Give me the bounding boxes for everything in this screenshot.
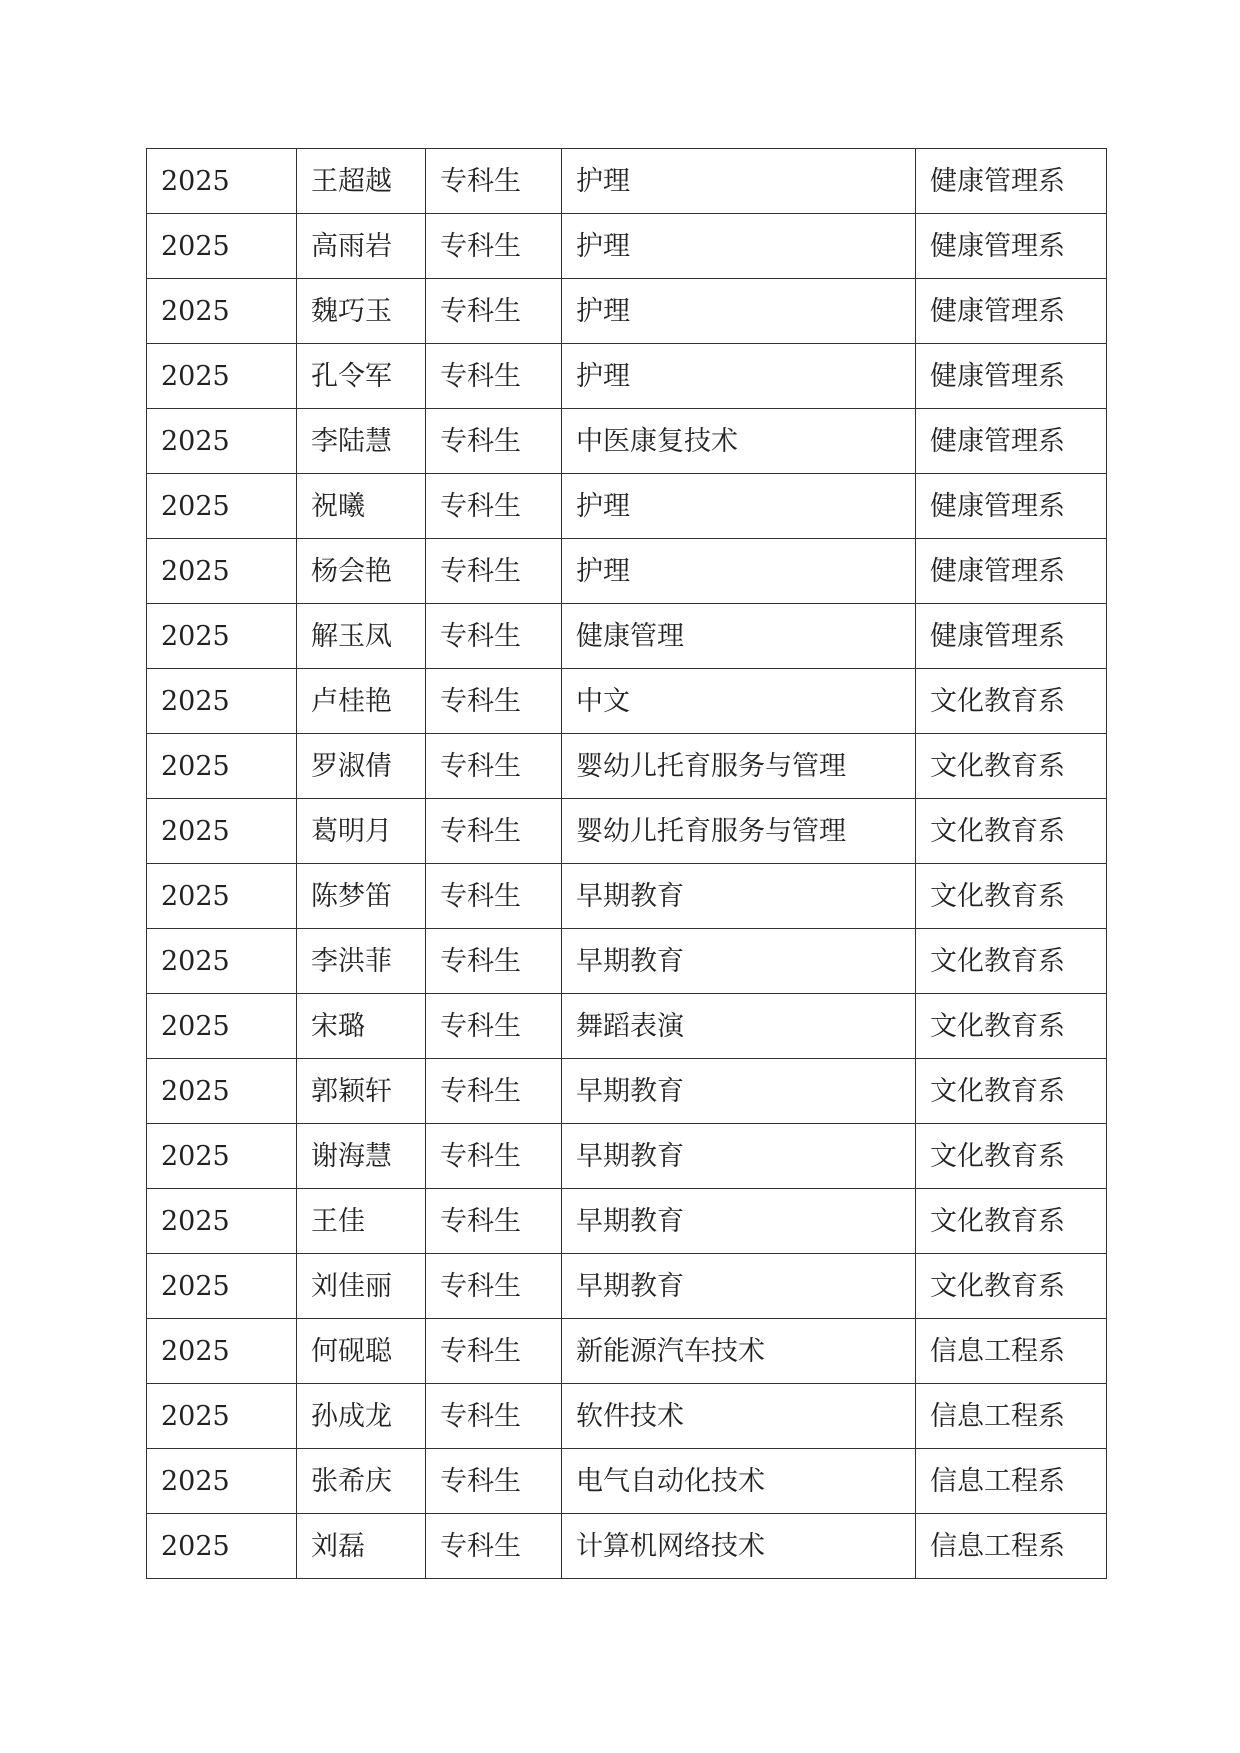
cell-major: 婴幼儿托育服务与管理	[562, 734, 916, 799]
cell-education-level: 专科生	[426, 149, 562, 214]
table-row	[147, 214, 1107, 279]
cell-year: 2025	[147, 1384, 297, 1449]
cell-student-name: 宋璐	[297, 994, 426, 1059]
cell-year: 2025	[147, 1189, 297, 1254]
cell-student-name: 何砚聪	[297, 1319, 426, 1384]
cell-year: 2025	[147, 344, 297, 409]
table-row	[147, 929, 1107, 994]
table-row	[147, 1059, 1107, 1124]
cell-education-level: 专科生	[426, 1124, 562, 1189]
cell-department: 健康管理系	[916, 604, 1107, 669]
cell-major: 早期教育	[562, 864, 916, 929]
cell-education-level: 专科生	[426, 214, 562, 279]
cell-education-level: 专科生	[426, 734, 562, 799]
cell-year: 2025	[147, 1254, 297, 1319]
cell-department: 文化教育系	[916, 929, 1107, 994]
cell-department: 文化教育系	[916, 669, 1107, 734]
cell-student-name: 卢桂艳	[297, 669, 426, 734]
cell-major: 中文	[562, 669, 916, 734]
cell-year: 2025	[147, 214, 297, 279]
cell-education-level: 专科生	[426, 799, 562, 864]
cell-student-name: 郭颖轩	[297, 1059, 426, 1124]
table-row	[147, 279, 1107, 344]
cell-year: 2025	[147, 1449, 297, 1514]
cell-major: 健康管理	[562, 604, 916, 669]
cell-department: 文化教育系	[916, 994, 1107, 1059]
cell-year: 2025	[147, 1124, 297, 1189]
cell-year: 2025	[147, 409, 297, 474]
cell-student-name: 刘佳丽	[297, 1254, 426, 1319]
cell-education-level: 专科生	[426, 344, 562, 409]
cell-major: 护理	[562, 214, 916, 279]
cell-department: 信息工程系	[916, 1319, 1107, 1384]
cell-major: 新能源汽车技术	[562, 1319, 916, 1384]
cell-department: 健康管理系	[916, 409, 1107, 474]
cell-major: 软件技术	[562, 1384, 916, 1449]
cell-major: 护理	[562, 279, 916, 344]
cell-education-level: 专科生	[426, 929, 562, 994]
cell-department: 文化教育系	[916, 864, 1107, 929]
cell-major: 护理	[562, 344, 916, 409]
cell-year: 2025	[147, 604, 297, 669]
cell-student-name: 解玉凤	[297, 604, 426, 669]
cell-student-name: 祝曦	[297, 474, 426, 539]
student-roster-table	[146, 148, 1107, 1579]
cell-student-name: 孙成龙	[297, 1384, 426, 1449]
cell-student-name: 杨会艳	[297, 539, 426, 604]
cell-education-level: 专科生	[426, 409, 562, 474]
cell-year: 2025	[147, 994, 297, 1059]
cell-student-name: 谢海慧	[297, 1124, 426, 1189]
cell-year: 2025	[147, 1319, 297, 1384]
cell-education-level: 专科生	[426, 1319, 562, 1384]
cell-major: 护理	[562, 474, 916, 539]
cell-year: 2025	[147, 864, 297, 929]
cell-major: 中医康复技术	[562, 409, 916, 474]
cell-year: 2025	[147, 799, 297, 864]
cell-department: 健康管理系	[916, 149, 1107, 214]
table-row	[147, 799, 1107, 864]
cell-student-name: 孔令军	[297, 344, 426, 409]
cell-department: 文化教育系	[916, 734, 1107, 799]
table-row	[147, 1189, 1107, 1254]
table-row	[147, 1514, 1107, 1579]
cell-education-level: 专科生	[426, 604, 562, 669]
cell-student-name: 魏巧玉	[297, 279, 426, 344]
cell-year: 2025	[147, 669, 297, 734]
cell-department: 文化教育系	[916, 1189, 1107, 1254]
cell-department: 健康管理系	[916, 474, 1107, 539]
cell-major: 早期教育	[562, 1254, 916, 1319]
roster-table-body	[147, 149, 1107, 1579]
cell-major: 早期教育	[562, 1059, 916, 1124]
cell-major: 护理	[562, 539, 916, 604]
cell-student-name: 刘磊	[297, 1514, 426, 1579]
table-row	[147, 409, 1107, 474]
cell-student-name: 罗淑倩	[297, 734, 426, 799]
cell-major: 婴幼儿托育服务与管理	[562, 799, 916, 864]
cell-department: 文化教育系	[916, 1059, 1107, 1124]
cell-student-name: 陈梦笛	[297, 864, 426, 929]
cell-major: 计算机网络技术	[562, 1514, 916, 1579]
cell-department: 健康管理系	[916, 539, 1107, 604]
cell-education-level: 专科生	[426, 1254, 562, 1319]
cell-year: 2025	[147, 279, 297, 344]
cell-department: 文化教育系	[916, 1124, 1107, 1189]
table-row	[147, 864, 1107, 929]
cell-department: 文化教育系	[916, 1254, 1107, 1319]
table-row	[147, 994, 1107, 1059]
cell-major: 护理	[562, 149, 916, 214]
table-row	[147, 474, 1107, 539]
table-row	[147, 604, 1107, 669]
cell-year: 2025	[147, 734, 297, 799]
cell-year: 2025	[147, 474, 297, 539]
cell-major: 电气自动化技术	[562, 1449, 916, 1514]
table-row	[147, 734, 1107, 799]
cell-major: 早期教育	[562, 929, 916, 994]
cell-education-level: 专科生	[426, 864, 562, 929]
cell-major: 早期教育	[562, 1124, 916, 1189]
cell-student-name: 高雨岩	[297, 214, 426, 279]
cell-department: 健康管理系	[916, 279, 1107, 344]
cell-education-level: 专科生	[426, 474, 562, 539]
cell-student-name: 李陆慧	[297, 409, 426, 474]
cell-student-name: 王佳	[297, 1189, 426, 1254]
table-row	[147, 1319, 1107, 1384]
cell-major: 早期教育	[562, 1189, 916, 1254]
cell-education-level: 专科生	[426, 1449, 562, 1514]
cell-student-name: 张希庆	[297, 1449, 426, 1514]
cell-education-level: 专科生	[426, 994, 562, 1059]
cell-year: 2025	[147, 149, 297, 214]
cell-student-name: 王超越	[297, 149, 426, 214]
table-row	[147, 149, 1107, 214]
table-row	[147, 344, 1107, 409]
table-row	[147, 669, 1107, 734]
cell-education-level: 专科生	[426, 279, 562, 344]
table-row	[147, 1449, 1107, 1514]
cell-student-name: 李洪菲	[297, 929, 426, 994]
cell-education-level: 专科生	[426, 539, 562, 604]
table-row	[147, 539, 1107, 604]
table-row	[147, 1124, 1107, 1189]
cell-department: 信息工程系	[916, 1514, 1107, 1579]
cell-department: 健康管理系	[916, 214, 1107, 279]
cell-department: 文化教育系	[916, 799, 1107, 864]
cell-education-level: 专科生	[426, 1384, 562, 1449]
cell-department: 健康管理系	[916, 344, 1107, 409]
cell-year: 2025	[147, 929, 297, 994]
cell-education-level: 专科生	[426, 669, 562, 734]
cell-major: 舞蹈表演	[562, 994, 916, 1059]
table-row	[147, 1384, 1107, 1449]
cell-student-name: 葛明月	[297, 799, 426, 864]
cell-year: 2025	[147, 1514, 297, 1579]
cell-department: 信息工程系	[916, 1384, 1107, 1449]
cell-department: 信息工程系	[916, 1449, 1107, 1514]
cell-education-level: 专科生	[426, 1189, 562, 1254]
cell-year: 2025	[147, 539, 297, 604]
cell-year: 2025	[147, 1059, 297, 1124]
table-row	[147, 1254, 1107, 1319]
cell-education-level: 专科生	[426, 1514, 562, 1579]
cell-education-level: 专科生	[426, 1059, 562, 1124]
